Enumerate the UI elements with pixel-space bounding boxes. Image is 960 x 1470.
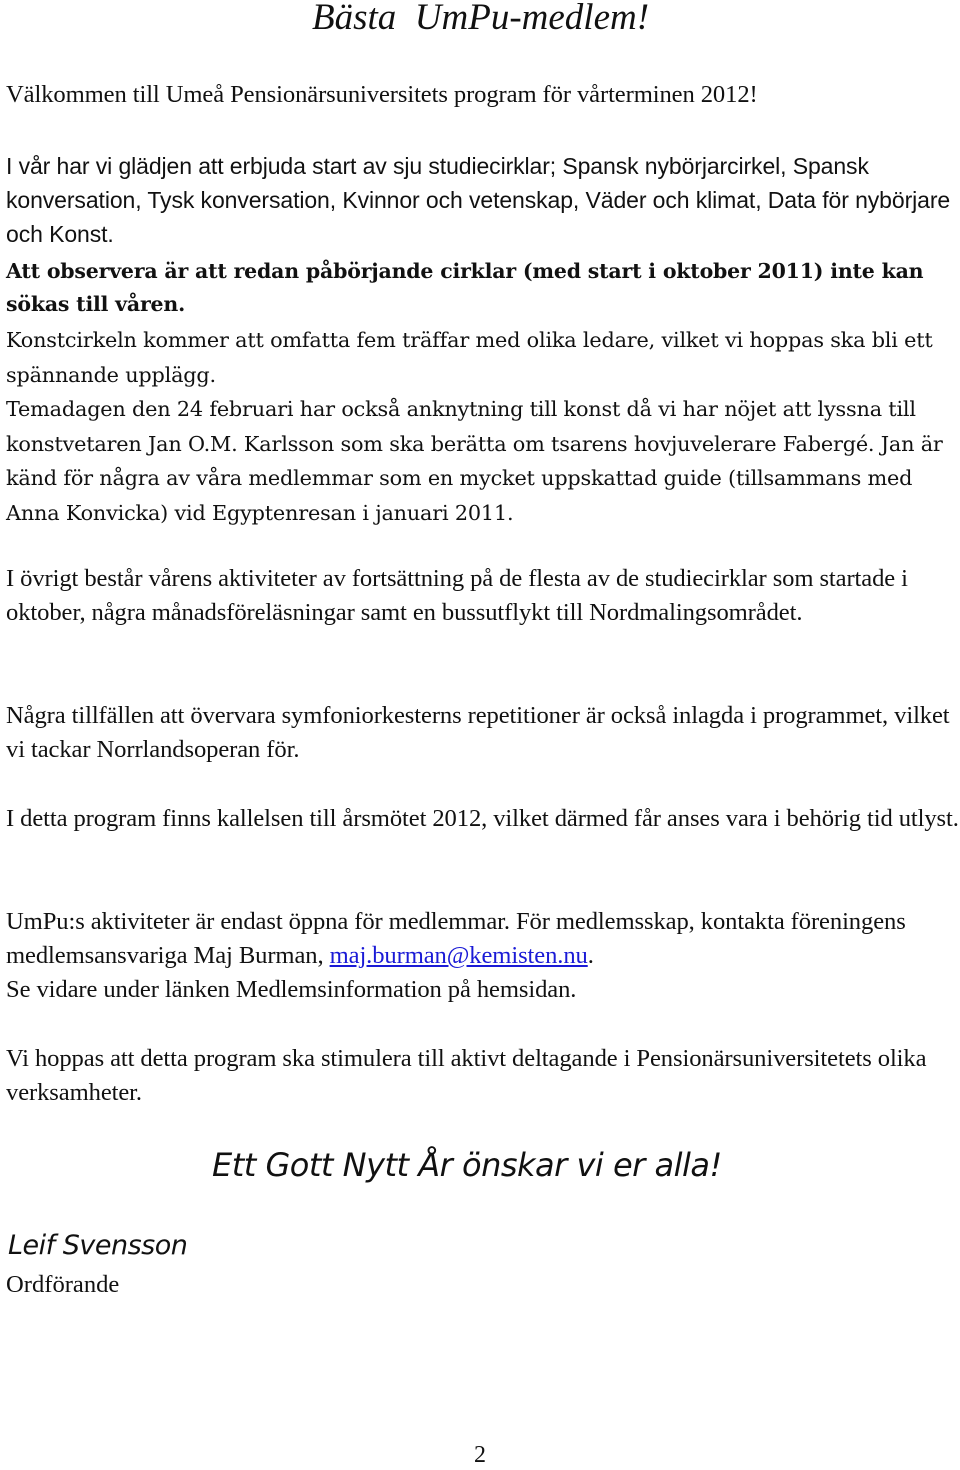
- annual-meeting-text: I detta program finns kallelsen till årsmötet 2012, vilket därmed får anses vara i behörig tid utlyst.: [6, 805, 959, 832]
- membership-text-part1: UmPu:s aktiviteter är endast öppna för medlemmar. För medlemsskap, kontakta föreningens medlemsansvariga Maj Burman,: [6, 908, 906, 969]
- circles-intro-text: I vår har vi glädjen att erbjuda start av sju studiecirklar; Spansk nybörjarcirkel, Spansk konversation, Tysk konversation, Kvinnor och vetenskap, Väder och klimat, Data för nybörjare och Konst.: [6, 153, 951, 247]
- theme-day-text: [6, 392, 960, 530]
- new-year-greeting: Ett Gott Nytt År önskar vi er alla!: [212, 1146, 722, 1184]
- page-number: 2: [474, 1442, 486, 1468]
- closing-text: Vi hoppas att detta program ska stimulera till aktivt deltagande i Pensionärsuniversitetets olika verksamheter.: [6, 1045, 927, 1106]
- member-email-link[interactable]: maj.burman@kemisten.nu: [329, 942, 588, 969]
- theme-day-text-part1: Temadagen den 24 februari har också anknytning till konst då vi har nöjet att lyssna till konstvetaren Jan O.M. Karlsson som ska berätta om tsarens hovjuvelerare Fabergé.: [6, 397, 916, 456]
- page-title: Bästa UmPu-medlem!: [312, 0, 650, 38]
- signature: Leif Svensson: [8, 1230, 188, 1261]
- theme-day-text-part2: Jan är känd för några av våra medlemmar som en mycket uppskattad guide (tillsammans med Anna Konvicka) vid Egyptenresan i januari 2011.: [6, 431, 943, 525]
- welcome-text: Välkommen till Umeå Pensionärsuniversitets program för vårterminen 2012!: [6, 81, 758, 108]
- membership-text-part2: Se vidare under länken Medlemsinformation på hemsidan.: [6, 976, 577, 1003]
- art-circle-text: Konstcirkeln kommer att omfatta fem träffar med olika ledare, vilket vi hoppas ska bli ett spännande upplägg.: [6, 328, 933, 387]
- notice-bold-text: Att observera är att redan påbörjande cirklar (med start i oktober 2011) inte kan sökas till våren.: [6, 259, 924, 316]
- symphony-text: Några tillfällen att övervara symfoniorkesterns repetitioner är också inlagda i programmet, vilket vi tackar Norrlandsoperan för.: [6, 702, 950, 763]
- membership-text: [6, 905, 960, 1007]
- other-activities-text: I övrigt består vårens aktiviteter av fortsättning på de flesta av de studiecirklar som startade i oktober, några månadsföreläsningar samt en bussutflykt till Nordmalingsområdet.: [6, 565, 908, 626]
- signatory-role: Ordförande: [6, 1271, 120, 1298]
- membership-period: .: [587, 942, 594, 969]
